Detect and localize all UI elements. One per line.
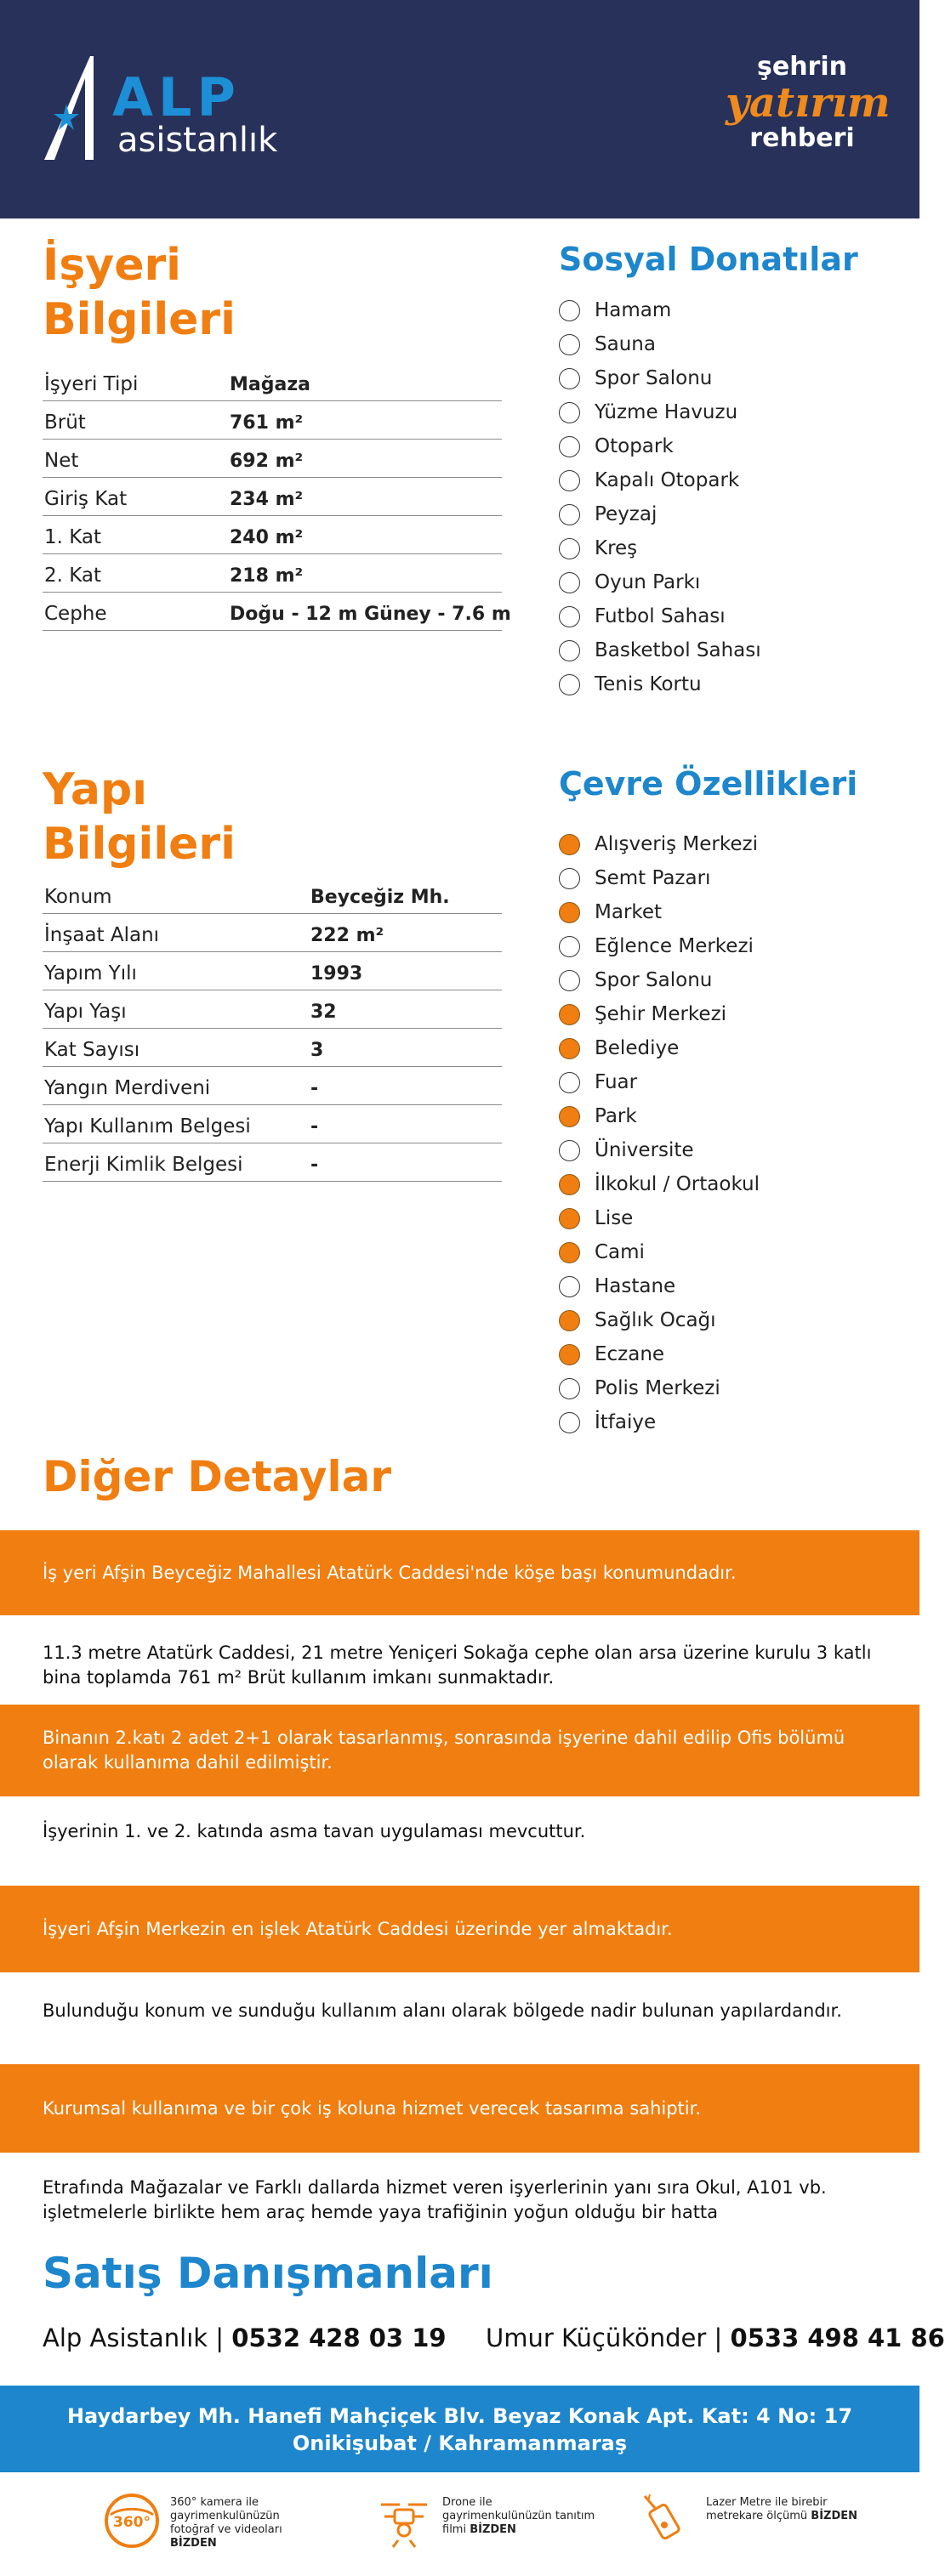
checklist-item bbox=[559, 1405, 760, 1439]
checklist-label: Oyun Parkı bbox=[595, 571, 701, 593]
drone-icon bbox=[374, 2491, 434, 2550]
empty-circle-icon bbox=[559, 970, 580, 991]
info-value: 692 m² bbox=[230, 451, 304, 472]
checklist-label: Peyzaj bbox=[595, 503, 658, 525]
address-line-1: Haydarbey Mh. Hanefi Mahçiçek Blv. Beyaz Konak Apt. Kat: 4 No: 17 bbox=[66, 2404, 853, 2428]
info-row bbox=[43, 876, 502, 914]
info-value: 234 m² bbox=[230, 489, 304, 510]
checklist-item bbox=[559, 327, 761, 361]
detail-band-2: Binanın 2.katı 2 adet 2+1 olarak tasarlanmış, sonrasında işyerine dahil edilip Ofis bölümü olarak kullanıma dahil edilmiştir. bbox=[0, 1705, 919, 1796]
empty-circle-icon bbox=[559, 436, 580, 457]
slogan-line-3: rehberi bbox=[749, 123, 855, 153]
info-row bbox=[43, 990, 502, 1029]
isyeri-title-line-2: Bilgileri bbox=[43, 294, 236, 345]
empty-circle-icon bbox=[559, 640, 580, 661]
info-label: Yapı Kullanım Belgesi bbox=[44, 1115, 251, 1138]
info-label: Enerji Kimlik Belgesi bbox=[44, 1154, 243, 1176]
cevre-title: Çevre Özellikleri bbox=[559, 765, 858, 803]
cevre-list bbox=[559, 827, 760, 1439]
checklist-item bbox=[559, 1337, 760, 1371]
yapi-title-line-1: Yapı bbox=[43, 764, 148, 815]
info-value: Doğu - 12 m Güney - 7.6 m bbox=[230, 604, 511, 625]
empty-circle-icon bbox=[559, 368, 580, 389]
checklist-item bbox=[559, 1303, 760, 1337]
checklist-item bbox=[559, 395, 761, 429]
agent-1-name: Alp Asistanlık bbox=[43, 2324, 208, 2352]
yapi-title-line-2: Bilgileri bbox=[43, 819, 236, 870]
slogan-line-2: yatırım bbox=[726, 79, 891, 127]
checklist-label: Belediye bbox=[595, 1037, 680, 1059]
checklist-item bbox=[559, 667, 761, 701]
yapi-title bbox=[43, 763, 236, 871]
empty-circle-icon bbox=[559, 868, 580, 889]
checklist-label: Kreş bbox=[595, 537, 638, 559]
checklist-item bbox=[559, 463, 761, 497]
checklist-label: Otopark bbox=[595, 435, 674, 457]
address-footer bbox=[0, 2386, 919, 2472]
info-label: 2. Kat bbox=[44, 565, 102, 587]
slogan-line-1: şehrin bbox=[757, 52, 847, 82]
detail-band-1: İş yeri Afşin Beyceğiz Mahallesi Atatürk Caddesi'nde köşe başı konumundadır. bbox=[0, 1530, 919, 1615]
empty-circle-icon bbox=[559, 1378, 580, 1399]
info-label: Cephe bbox=[44, 603, 107, 625]
checklist-label: Üniversite bbox=[595, 1139, 694, 1161]
info-value: 761 m² bbox=[230, 412, 304, 434]
checklist-label: Semt Pazarı bbox=[595, 867, 711, 889]
checklist-label: Hamam bbox=[595, 299, 672, 321]
checklist-label: Fuar bbox=[595, 1071, 638, 1093]
checklist-item bbox=[559, 293, 761, 327]
checklist-item bbox=[559, 1371, 760, 1405]
checklist-item bbox=[559, 1269, 760, 1303]
detail-text-3: Bulunduğu konum ve sunduğu kullanım alanı olarak bölgede nadir bulunan yapılardandır. bbox=[43, 2000, 842, 2021]
checklist-label: Şehir Merkezi bbox=[595, 1003, 727, 1025]
checklist-item bbox=[559, 997, 760, 1031]
checklist-label: Spor Salonu bbox=[595, 367, 713, 389]
info-label: Yangın Merdiveni bbox=[44, 1077, 211, 1099]
checklist-item bbox=[559, 1031, 760, 1065]
checked-circle-icon bbox=[559, 1310, 580, 1331]
empty-circle-icon bbox=[559, 504, 580, 525]
contact-line: Alp Asistanlık | 0532 428 03 19 Umur Küçükönder | 0533 498 41 86 bbox=[43, 2324, 945, 2352]
checklist-label: Tenis Kortu bbox=[595, 673, 702, 695]
empty-circle-icon bbox=[559, 538, 580, 559]
checklist-label: Spor Salonu bbox=[595, 969, 713, 991]
checked-circle-icon bbox=[559, 902, 580, 923]
info-value: Mağaza bbox=[230, 374, 310, 395]
satis-title: Satış Danışmanları bbox=[43, 2249, 493, 2298]
empty-circle-icon bbox=[559, 1412, 580, 1433]
alp-logo-mark-icon bbox=[43, 53, 123, 163]
info-label: İşyeri Tipi bbox=[44, 373, 139, 395]
feature-drone-text: Drone ile gayrimenkulünüzün tanıtım filmi BİZDEN bbox=[442, 2496, 595, 2536]
feature-360-text: 360° kamera ile gayrimenkulünüzün fotoğraf ve videoları BİZDEN bbox=[170, 2496, 282, 2550]
detail-band-4: Kurumsal kullanıma ve bir çok iş koluna hizmet verecek tasarıma sahiptir. bbox=[0, 2064, 919, 2153]
sosyal-title: Sosyal Donatılar bbox=[559, 241, 858, 278]
checklist-item bbox=[559, 633, 761, 667]
info-row bbox=[43, 478, 502, 516]
info-label: Net bbox=[44, 450, 79, 472]
detaylar-title: Diğer Detaylar bbox=[43, 1452, 392, 1501]
info-value: 222 m² bbox=[310, 925, 384, 946]
info-row bbox=[43, 401, 502, 440]
info-label: Yapı Yaşı bbox=[44, 1001, 127, 1023]
checklist-label: Alışveriş Merkezi bbox=[595, 833, 758, 855]
checklist-item bbox=[559, 963, 760, 997]
empty-circle-icon bbox=[559, 470, 580, 491]
isyeri-title-line-1: İşyeri bbox=[43, 240, 181, 291]
info-row bbox=[43, 1105, 502, 1143]
info-row bbox=[43, 516, 502, 554]
info-label: Kat Sayısı bbox=[44, 1039, 140, 1061]
info-value: 3 bbox=[310, 1040, 324, 1061]
checklist-item bbox=[559, 531, 761, 565]
checklist-item bbox=[559, 565, 761, 599]
address-line-2: Onikişubat / Kahramanmaraş bbox=[292, 2431, 628, 2455]
svg-text:360°: 360° bbox=[113, 2514, 151, 2531]
checked-circle-icon bbox=[559, 834, 580, 855]
checked-circle-icon bbox=[559, 1106, 580, 1127]
logo-sub-text: asistanlık bbox=[117, 121, 278, 160]
info-label: Brüt bbox=[44, 411, 86, 434]
checked-circle-icon bbox=[559, 1004, 580, 1025]
info-row bbox=[43, 363, 502, 401]
info-value: - bbox=[310, 1116, 319, 1138]
header-banner bbox=[0, 0, 919, 218]
camera-360-icon bbox=[102, 2491, 162, 2550]
checked-circle-icon bbox=[559, 1038, 580, 1059]
checklist-label: Eczane bbox=[595, 1343, 665, 1365]
empty-circle-icon bbox=[559, 606, 580, 627]
detail-band-3: İşyeri Afşin Merkezin en işlek Atatürk Caddesi üzerinde yer almaktadır. bbox=[0, 1886, 919, 1972]
checked-circle-icon bbox=[559, 1208, 580, 1229]
info-value: 218 m² bbox=[230, 565, 304, 587]
checklist-item bbox=[559, 1201, 760, 1235]
info-row bbox=[43, 914, 502, 952]
checklist-item bbox=[559, 361, 761, 395]
sosyal-list bbox=[559, 293, 761, 701]
detail-text-2: İşyerinin 1. ve 2. katında asma tavan uygulaması mevcuttur. bbox=[43, 1821, 586, 1841]
checklist-label: Hastane bbox=[595, 1275, 676, 1297]
checklist-label: Sağlık Ocağı bbox=[595, 1309, 716, 1331]
checklist-item bbox=[559, 497, 761, 531]
empty-circle-icon bbox=[559, 300, 580, 321]
checklist-item bbox=[559, 1099, 760, 1133]
info-label: Konum bbox=[44, 886, 112, 908]
info-row bbox=[43, 952, 502, 990]
slogan bbox=[726, 52, 891, 153]
agent-2-phone[interactable]: 0533 498 41 86 bbox=[730, 2324, 945, 2352]
info-label: Giriş Kat bbox=[44, 488, 128, 510]
checklist-label: Futbol Sahası bbox=[595, 605, 726, 627]
info-row bbox=[43, 440, 502, 478]
info-label: Yapım Yılı bbox=[44, 962, 137, 984]
info-row bbox=[43, 554, 502, 593]
checked-circle-icon bbox=[559, 1174, 580, 1195]
checklist-item bbox=[559, 1133, 760, 1167]
checklist-label: İlkokul / Ortaokul bbox=[595, 1173, 760, 1195]
info-value: 240 m² bbox=[230, 527, 304, 548]
empty-circle-icon bbox=[559, 674, 580, 695]
checklist-label: Eğlence Merkezi bbox=[595, 935, 754, 957]
empty-circle-icon bbox=[559, 1072, 580, 1093]
info-label: 1. Kat bbox=[44, 526, 102, 548]
empty-circle-icon bbox=[559, 334, 580, 355]
empty-circle-icon bbox=[559, 1140, 580, 1161]
laser-meter-icon bbox=[638, 2491, 697, 2550]
checklist-item bbox=[559, 429, 761, 463]
checklist-label: Market bbox=[595, 901, 663, 923]
checklist-item bbox=[559, 827, 760, 861]
checklist-label: Kapalı Otopark bbox=[595, 469, 740, 491]
checklist-label: Yüzme Havuzu bbox=[595, 401, 738, 423]
checked-circle-icon bbox=[559, 1242, 580, 1263]
agent-1-phone[interactable]: 0532 428 03 19 bbox=[231, 2324, 447, 2352]
feature-laser-text: Lazer Metre ile birebir metrekare ölçümü BİZDEN bbox=[706, 2496, 858, 2522]
info-row bbox=[43, 1029, 502, 1067]
checklist-item bbox=[559, 1235, 760, 1269]
info-value: - bbox=[310, 1155, 319, 1176]
empty-circle-icon bbox=[559, 936, 580, 957]
checklist-label: Polis Merkezi bbox=[595, 1377, 720, 1399]
checklist-item bbox=[559, 599, 761, 633]
info-row bbox=[43, 1143, 502, 1182]
checked-circle-icon bbox=[559, 1344, 580, 1365]
logo-main-text: ALP bbox=[112, 66, 241, 128]
checklist-label: Cami bbox=[595, 1241, 645, 1263]
info-value: - bbox=[310, 1078, 319, 1099]
checklist-label: Lise bbox=[595, 1207, 634, 1229]
info-value: 32 bbox=[310, 1001, 337, 1023]
empty-circle-icon bbox=[559, 402, 580, 423]
detail-text-4: Etrafında Mağazalar ve Farklı dallarda hizmet veren işyerlerinin yanı sıra Okul, A101 vb. işletmelerle birlikte hem araç hemde yaya trafiğinin yoğun olduğu bir hatta bbox=[43, 2177, 827, 2222]
agent-2-name: Umur Küçükönder bbox=[485, 2324, 707, 2352]
empty-circle-icon bbox=[559, 572, 580, 593]
checklist-item bbox=[559, 861, 760, 895]
isyeri-info-table bbox=[43, 363, 511, 631]
info-row bbox=[43, 593, 511, 631]
checklist-label: Park bbox=[595, 1105, 637, 1127]
checklist-item bbox=[559, 929, 760, 963]
yapi-info-table bbox=[43, 876, 502, 1182]
info-label: İnşaat Alanı bbox=[44, 924, 160, 946]
checklist-label: Basketbol Sahası bbox=[595, 639, 761, 661]
checklist-item bbox=[559, 1167, 760, 1201]
checklist-label: İtfaiye bbox=[595, 1411, 657, 1433]
isyeri-title bbox=[43, 238, 236, 347]
checklist-item bbox=[559, 895, 760, 929]
info-value: Beyceğiz Mh. bbox=[310, 887, 450, 908]
checklist-item bbox=[559, 1065, 760, 1099]
info-value: 1993 bbox=[310, 963, 363, 984]
info-row bbox=[43, 1067, 502, 1105]
checklist-label: Sauna bbox=[595, 333, 656, 355]
empty-circle-icon bbox=[559, 1276, 580, 1297]
detail-text-1: 11.3 metre Atatürk Caddesi, 21 metre Yeniçeri Sokağa cephe olan arsa üzerine kurulu 3 katlı bina toplamda 761 m² Brüt kullanım imkanı sunmaktadır. bbox=[43, 1643, 872, 1688]
